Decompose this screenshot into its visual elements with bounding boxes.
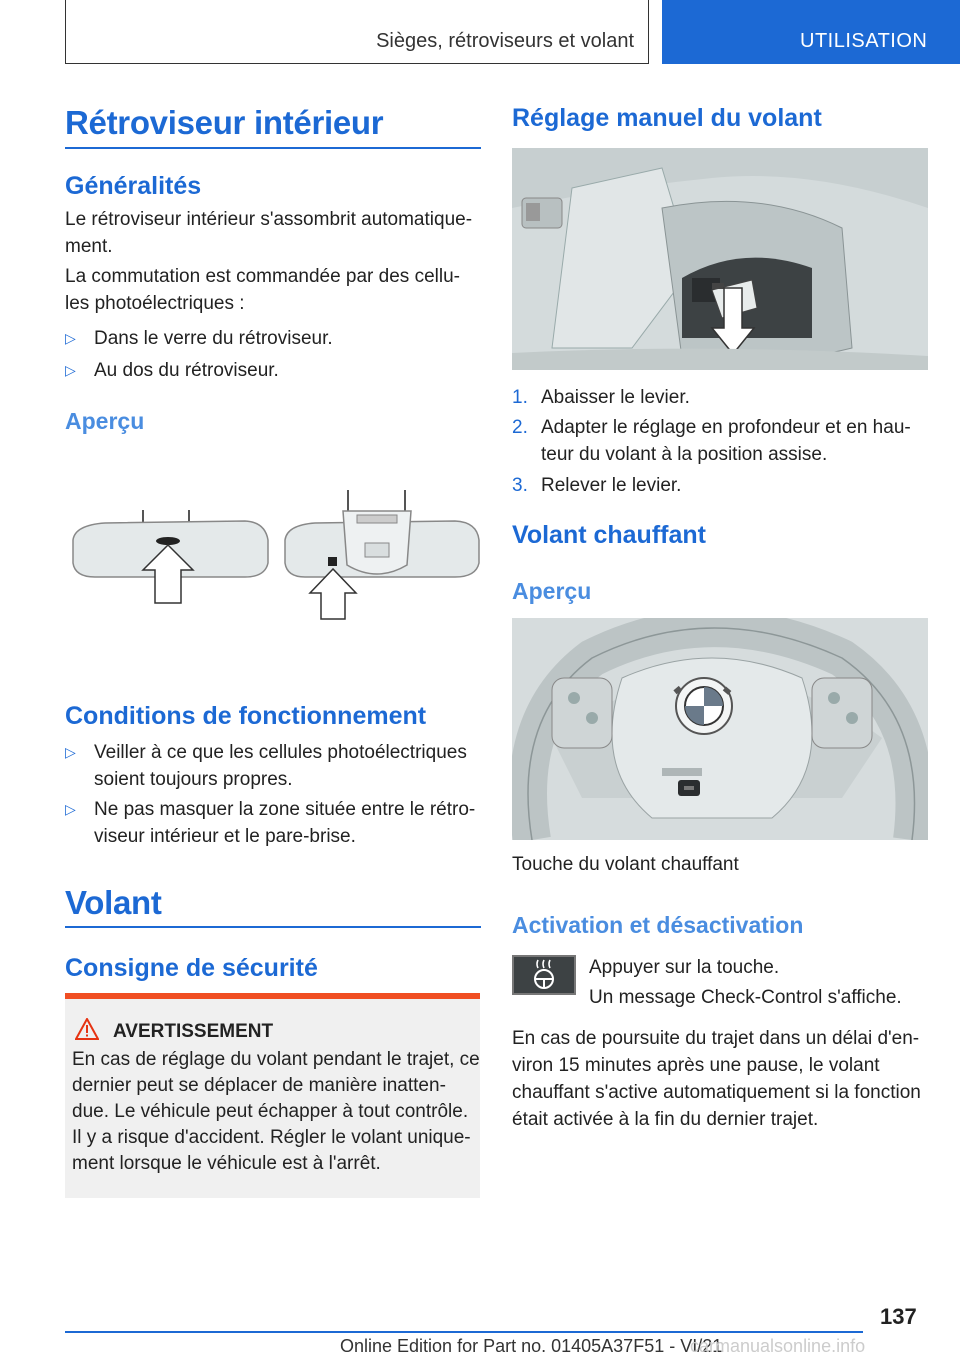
heading-reglage: Réglage manuel du volant <box>512 104 822 132</box>
mirror-illustration <box>65 485 481 625</box>
header-tab[interactable] <box>662 0 960 64</box>
generalites-p2: La commutation est commandée par des cellu-les photoélectriques : <box>65 266 460 314</box>
header-section-title: Sièges, rétroviseurs et volant <box>376 30 634 52</box>
header-section-box <box>65 0 649 64</box>
wheel-caption: Touche du volant chauffant <box>512 854 739 875</box>
heated-wheel-button[interactable] <box>512 955 576 995</box>
heading-volant-chauffant: Volant chauffant <box>512 521 706 549</box>
warning-body: En cas de réglage du volant pendant le trajet, ce dernier peut se déplacer de manière inatten-due. Le véhicule peut échapper à tout contrôle. Il y a risque d'accident. Régler le volant unique-ment lorsque le véhicule est à l'arrêt. <box>72 1049 480 1174</box>
heading-conditions: Conditions de fonctionnement <box>65 702 427 730</box>
generalites-p1: Le rétroviseur intérieur s'assombrit automatique-ment. <box>65 209 473 257</box>
title-retroviseur: Rétroviseur intérieur <box>65 104 384 141</box>
footer-edition: Online Edition for Part no. 01405A37F51 - VI/21 <box>340 1336 723 1356</box>
warning-title: AVERTISSEMENT <box>113 1021 274 1042</box>
heading-apercu-wheel: Aperçu <box>512 578 592 604</box>
page-number: 137 <box>880 1304 917 1329</box>
lever-illustration <box>512 148 928 370</box>
triangle-bullet-icon: ▷ <box>65 801 76 817</box>
steering-wheel-illustration <box>512 618 928 840</box>
title-rule <box>65 147 481 149</box>
heading-generalites: Généralités <box>65 172 202 200</box>
footer-rule <box>65 1331 863 1333</box>
activation-line1: Appuyer sur la touche. <box>589 957 780 978</box>
activation-line2: Un message Check-Control s'affiche. <box>589 987 902 1008</box>
warning-bar <box>65 993 480 999</box>
title-rule <box>65 926 481 928</box>
heading-activation: Activation et désactivation <box>512 912 804 938</box>
triangle-bullet-icon: ▷ <box>65 362 76 378</box>
watermark: carmanualsonline.info <box>690 1336 866 1356</box>
warning-triangle-icon <box>75 1018 99 1040</box>
triangle-bullet-icon: ▷ <box>65 744 76 760</box>
header-tab-label: UTILISATION <box>800 30 928 52</box>
triangle-bullet-icon: ▷ <box>65 330 76 346</box>
warning-box <box>65 993 480 1198</box>
heading-securite: Consigne de sécurité <box>65 954 318 982</box>
heated-steering-wheel-icon <box>514 957 574 993</box>
heading-apercu-mirror: Aperçu <box>65 408 145 434</box>
chauffant-paragraph: En cas de poursuite du trajet dans un délai d'en-viron 15 minutes après une pause, le volant chauffant s'active automatiquement si la fonction était activée à la fin du dernier trajet. <box>512 1028 921 1130</box>
title-volant: Volant <box>65 884 162 921</box>
